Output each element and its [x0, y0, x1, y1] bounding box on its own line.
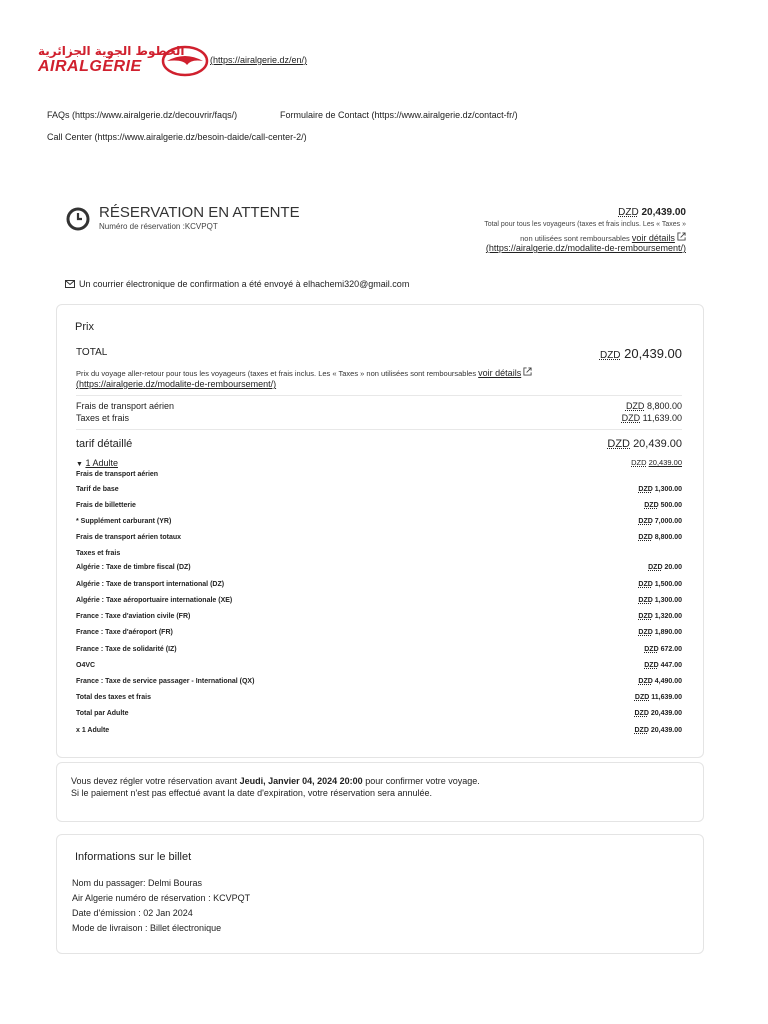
- payment-deadline-line: [71, 776, 480, 786]
- transport-fees-value: 8,800.00: [646, 401, 682, 411]
- logo-text: AIRALGÉRIE: [38, 58, 142, 75]
- fare-line-value: 20,439.00: [650, 710, 682, 717]
- fare-line-value: 1,320.00: [654, 613, 682, 620]
- currency-code: DZD: [638, 486, 653, 493]
- issue-date: Date d'émission : 02 Jan 2024: [72, 908, 193, 918]
- currency-code: DZD: [638, 534, 653, 541]
- adult-amount: [631, 458, 682, 467]
- fare-line-label: Total par Adulte: [76, 710, 129, 717]
- divider: [76, 429, 682, 430]
- detailed-fare-value: 20,439.00: [633, 438, 682, 450]
- currency-code: DZD: [634, 694, 650, 701]
- fare-line-value: 11,639.00: [651, 694, 682, 701]
- fare-line-label: Frais de billetterie: [76, 502, 136, 509]
- fare-line-amount: [635, 727, 683, 734]
- currency-code: DZD: [618, 207, 639, 218]
- logo-arabic-text: الخطوط الجوية الجزائرية: [38, 44, 185, 58]
- currency-code: DZD: [634, 727, 649, 734]
- fare-line-label: Algérie : Taxe aéroportuaire internationale (XE): [76, 597, 233, 604]
- fare-line-label: Total des taxes et frais: [76, 694, 151, 701]
- price-note: [76, 367, 676, 378]
- price-note-text: Prix du voyage aller-retour pour tous les voyageurs (taxes et frais inclus. Les « Taxes » non utilisées sont remboursables: [76, 369, 477, 378]
- currency-code: DZD: [648, 564, 663, 571]
- voir-details-link[interactable]: voir détails: [631, 233, 675, 243]
- fare-line-value: 1,300.00: [654, 597, 682, 604]
- fare-line-label: France : Taxe d'aéroport (FR): [76, 629, 173, 636]
- fare-line-label: Frais de transport aérien totaux: [76, 534, 182, 541]
- taxes-amount: [622, 413, 682, 423]
- fare-line-amount: [638, 678, 682, 685]
- fare-line-value: 20,439.00: [650, 727, 682, 734]
- fare-line-label: France : Taxe d'aviation civile (FR): [76, 613, 191, 620]
- fare-line-amount: [638, 613, 682, 620]
- fare-line-amount: [644, 646, 682, 653]
- reservation-status-title: RÉSERVATION EN ATTENTE: [99, 204, 300, 221]
- external-link-icon: [523, 367, 532, 376]
- fare-line-value: 1,300.00: [654, 486, 682, 493]
- fare-line-value: 1,890.00: [654, 629, 682, 636]
- adult-value: 20,439.00: [648, 458, 682, 467]
- fare-line-label: Algérie : Taxe de transport international (DZ): [76, 581, 225, 588]
- currency-code: DZD: [638, 678, 653, 685]
- currency-code: DZD: [607, 438, 630, 450]
- reservation-total-value: 20,439.00: [641, 207, 686, 218]
- currency-code: DZD: [644, 502, 659, 509]
- airalgerie-logo-icon[interactable]: [161, 45, 209, 77]
- payment-text-a: Vous devez régler votre réservation avant: [71, 776, 240, 786]
- currency-code: DZD: [625, 401, 645, 411]
- external-link-icon: [677, 232, 686, 241]
- taxes-value: 11,639.00: [642, 413, 682, 423]
- currency-code: DZD: [638, 613, 653, 620]
- total-label: TOTAL: [76, 347, 108, 358]
- ticket-info-heading: Informations sur le billet: [75, 851, 192, 863]
- currency-code: DZD: [638, 581, 653, 588]
- refund-policy-link[interactable]: (https://airalgerie.dz/modalite-de-remboursement/): [485, 243, 686, 253]
- fare-line-amount: [638, 486, 682, 493]
- caret-down-icon: ▼: [76, 461, 83, 468]
- currency-code: DZD: [638, 597, 653, 604]
- fare-line-value: 7,000.00: [654, 518, 682, 525]
- total-value: 20,439.00: [624, 346, 682, 361]
- reservation-refund-note: [520, 232, 686, 243]
- fare-line-label: Algérie : Taxe de timbre fiscal (DZ): [76, 564, 191, 571]
- payment-text-c: pour confirmer votre voyage.: [362, 776, 480, 786]
- fare-line-label: O4VC: [76, 662, 96, 669]
- fare-line-amount: [635, 710, 683, 717]
- detailed-fare-amount: [607, 438, 682, 450]
- payment-cancel-note: Si le paiement n'est pas effectué avant la date d'expiration, votre réservation sera annulée.: [71, 788, 432, 798]
- fare-line-amount: [638, 629, 682, 636]
- mail-icon: [65, 280, 75, 288]
- detailed-fare-heading: tarif détaillé: [76, 438, 133, 450]
- passenger-name: Nom du passager: Delmi Bouras: [72, 878, 203, 888]
- currency-code: DZD: [621, 413, 641, 423]
- adult-toggle[interactable]: [76, 458, 118, 468]
- currency-code: DZD: [631, 458, 647, 467]
- fare-line-label: Tarif de base: [76, 486, 119, 493]
- currency-code: DZD: [644, 646, 659, 653]
- reservation-total: [618, 207, 686, 218]
- total-amount: [600, 346, 682, 361]
- adult-toggle-label[interactable]: 1 Adulte: [85, 458, 118, 468]
- reservation-total-note: Total pour tous les voyageurs (taxes et frais inclus. Les « Taxes »: [484, 221, 686, 228]
- fare-line-amount: [638, 518, 682, 525]
- currency-code: DZD: [638, 629, 653, 636]
- fare-line-value: 500.00: [660, 502, 682, 509]
- currency-code: DZD: [634, 710, 649, 717]
- fare-line-value: 447.00: [660, 662, 682, 669]
- fare-line-label: France : Taxe de service passager - International (QX): [76, 678, 255, 685]
- fare-line-label: Taxes et frais: [76, 550, 121, 557]
- fare-line-amount: [648, 564, 682, 571]
- booking-reference: Air Algerie numéro de réservation : KCVPQT: [72, 893, 251, 903]
- fare-line-value: 4,490.00: [654, 678, 682, 685]
- fare-line-amount: [638, 581, 682, 588]
- payment-deadline-date: Jeudi, Janvier 04, 2024 20:00: [239, 776, 363, 786]
- fare-line-value: 20.00: [664, 564, 682, 571]
- delivery-mode: Mode de livraison : Billet électronique: [72, 923, 222, 933]
- fare-line-amount: [644, 502, 682, 509]
- fare-line-amount: [638, 597, 682, 604]
- fare-line-label: Frais de transport aérien: [76, 471, 159, 478]
- fare-line-amount: [644, 662, 682, 669]
- clock-icon: [66, 207, 90, 231]
- taxes-label: Taxes et frais: [76, 413, 130, 423]
- call-center-link[interactable]: Call Center (https://www.airalgerie.dz/besoin-daide/call-center-2/): [47, 132, 307, 142]
- refund-note-text: non utilisées sont remboursables: [520, 234, 630, 243]
- fare-line-value: 8,800.00: [654, 534, 682, 541]
- price-heading: Prix: [75, 321, 94, 333]
- currency-code: DZD: [644, 662, 659, 669]
- currency-code: DZD: [638, 518, 653, 525]
- fare-line-value: 1,500.00: [654, 581, 682, 588]
- fare-line-label: x 1 Adulte: [76, 727, 110, 734]
- refund-policy-link[interactable]: (https://airalgerie.dz/modalite-de-remboursement/): [76, 379, 277, 389]
- transport-fees-amount: [626, 401, 682, 411]
- fare-line-amount: [638, 534, 682, 541]
- fare-line-value: 672.00: [660, 646, 682, 653]
- divider: [76, 395, 682, 396]
- fare-line-amount: [635, 694, 682, 701]
- transport-fees-label: Frais de transport aérien: [76, 401, 175, 411]
- total-row: [76, 346, 682, 362]
- confirmation-message: Un courrier électronique de confirmation a été envoyé à elhachemi320@gmail.com: [79, 279, 410, 289]
- faqs-link[interactable]: FAQs (https://www.airalgerie.dz/decouvrir/faqs/): [47, 110, 238, 120]
- fare-line-label: France : Taxe de solidarité (IZ): [76, 646, 177, 653]
- fare-line-label: * Supplément carburant (YR): [76, 518, 172, 525]
- voir-details-link[interactable]: voir détails: [478, 368, 522, 378]
- contact-form-link[interactable]: Formulaire de Contact (https://www.airalgerie.dz/contact-fr/): [280, 110, 518, 120]
- logo-link[interactable]: (https://airalgerie.dz/en/): [210, 55, 308, 65]
- currency-code: DZD: [599, 350, 621, 361]
- reservation-number: Numéro de réservation :KCVPQT: [99, 222, 218, 231]
